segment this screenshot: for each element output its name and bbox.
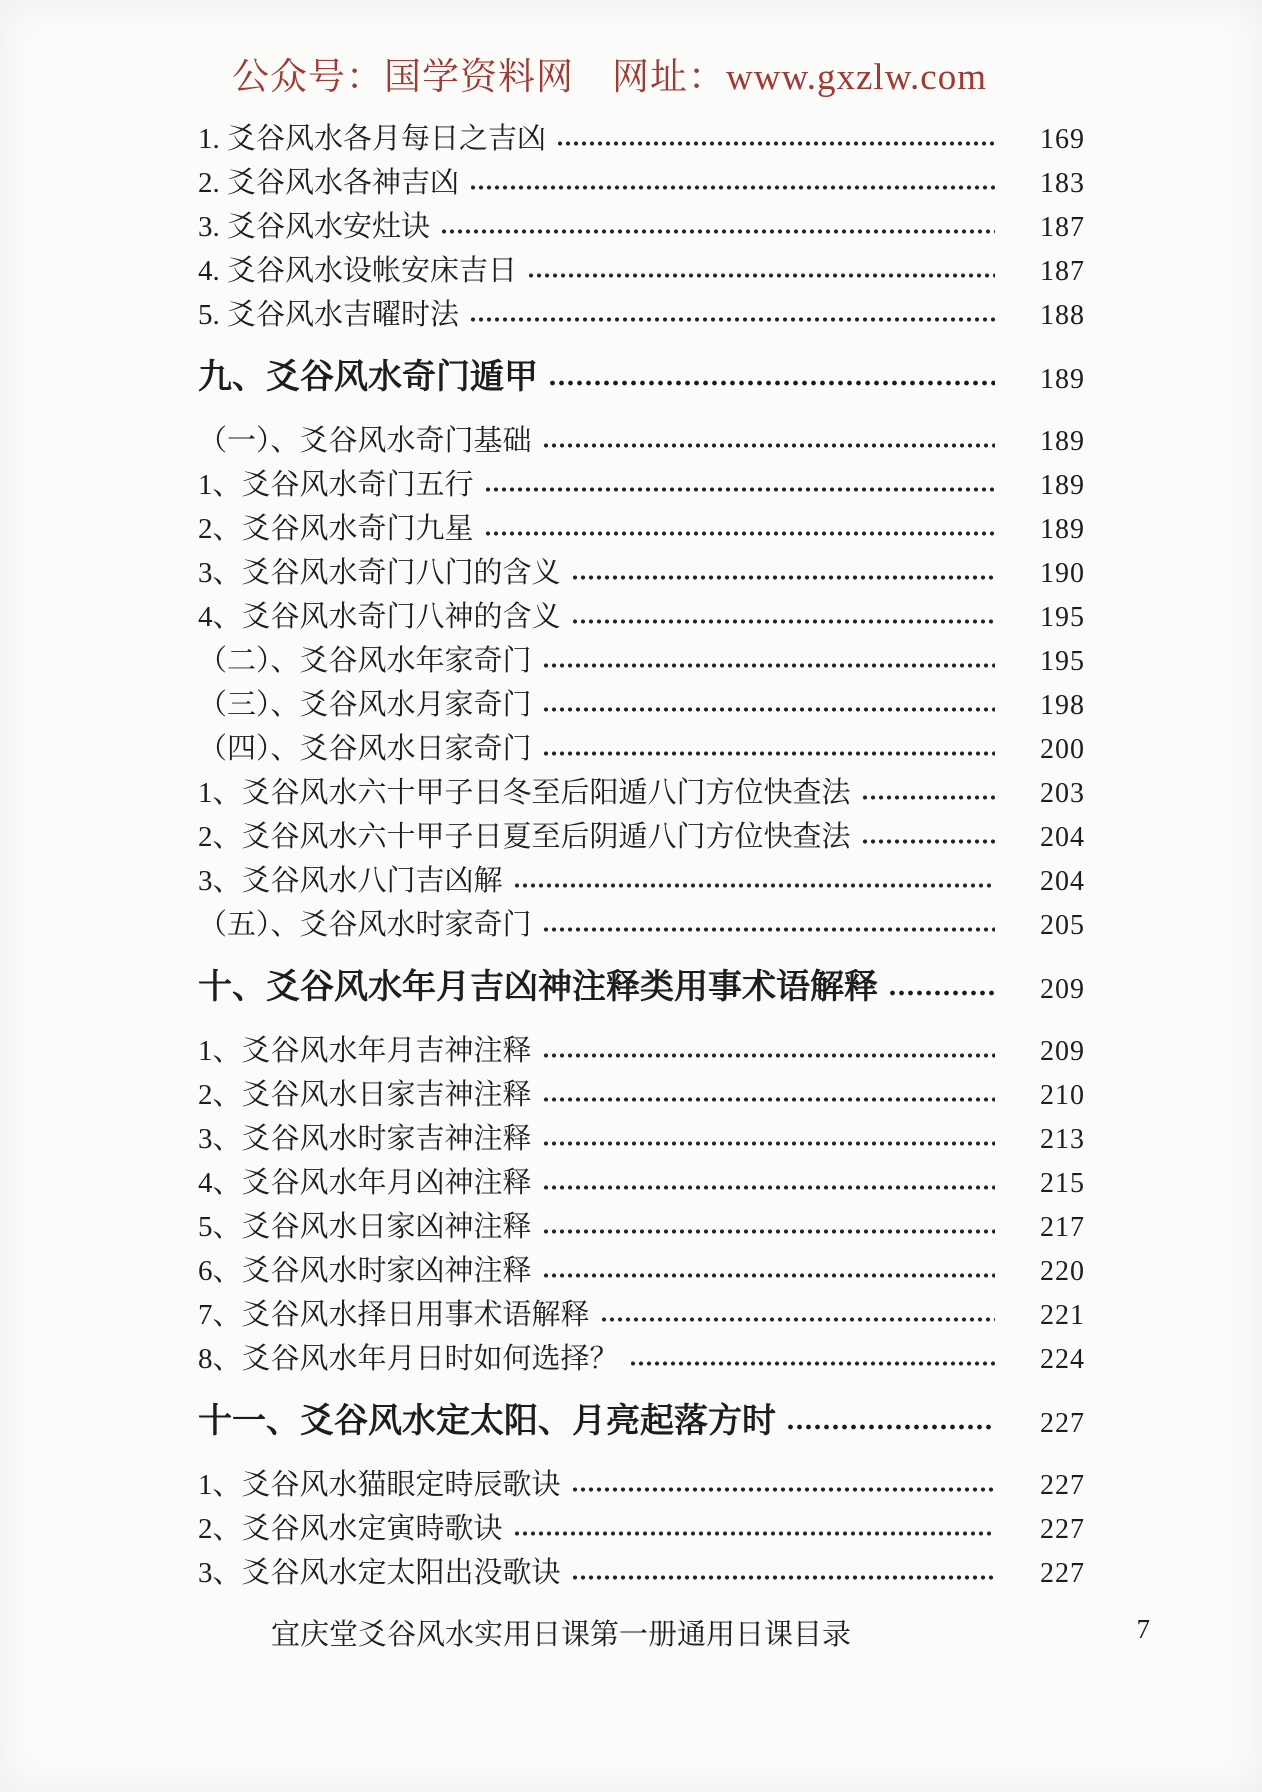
toc-row <box>198 727 1085 771</box>
toc-entry-title: 2、爻谷风水定寅時歌诀 <box>198 1513 503 1545</box>
toc-page-number: 190 <box>1040 558 1085 589</box>
toc-entry-title: 十一、爻谷风水定太阳、月亮起落方时 <box>198 1403 776 1440</box>
dot-leader <box>527 271 995 280</box>
toc-page-number: 189 <box>1040 364 1085 395</box>
toc-row <box>198 1507 1085 1551</box>
dot-leader <box>542 661 995 670</box>
dot-leader <box>484 485 995 494</box>
toc-entry-title: 3、爻谷风水奇门八门的含义 <box>198 557 561 589</box>
toc-page-number: 200 <box>1040 734 1085 765</box>
dot-leader <box>542 1095 995 1104</box>
dot-leader <box>513 881 995 890</box>
toc-page-number: 224 <box>1040 1344 1085 1375</box>
toc-row <box>198 1463 1085 1507</box>
toc-page-number: 215 <box>1040 1168 1085 1199</box>
toc-entry-title: 3、爻谷风水时家吉神注释 <box>198 1123 532 1155</box>
toc-page-number: 195 <box>1040 602 1085 633</box>
toc-entry-title: 2、爻谷风水奇门九星 <box>198 513 474 545</box>
toc-page-number: 183 <box>1040 168 1085 199</box>
toc-row <box>198 419 1085 463</box>
toc-entry-title: 8、爻谷风水年月日时如何选择？ <box>198 1343 619 1375</box>
toc-page-number: 195 <box>1040 646 1085 677</box>
toc-entry-title: 1、爻谷风水六十甲子日冬至后阳遁八门方位快查法 <box>198 777 851 809</box>
dot-leader <box>861 793 995 802</box>
toc-row <box>198 1161 1085 1205</box>
toc-page-number: 198 <box>1040 690 1085 721</box>
toc-entry-title: （一）、爻谷风水奇门基础 <box>198 425 532 457</box>
page-footer <box>0 1615 1262 1655</box>
dot-leader <box>542 1227 995 1236</box>
toc-entry-title: 1、爻谷风水年月吉神注释 <box>198 1035 532 1067</box>
toc-page-number: 213 <box>1040 1124 1085 1155</box>
toc-page-number: 189 <box>1040 470 1085 501</box>
toc-row <box>198 161 1085 205</box>
toc-entry-title: （四）、爻谷风水日家奇门 <box>198 733 532 765</box>
dot-leader <box>571 617 995 626</box>
dot-leader <box>556 139 995 148</box>
toc-page-number: 169 <box>1040 124 1085 155</box>
dot-leader <box>861 837 995 846</box>
toc-page-number: 227 <box>1040 1408 1085 1439</box>
toc-entry-title: 3. 爻谷风水安灶诀 <box>198 211 431 243</box>
toc-page-number: 210 <box>1040 1080 1085 1111</box>
toc-page-number: 220 <box>1040 1256 1085 1287</box>
toc-entry-title: 7、爻谷风水择日用事术语解释 <box>198 1299 590 1331</box>
toc-entry-title: 5、爻谷风水日家凶神注释 <box>198 1211 532 1243</box>
toc-page-number: 217 <box>1040 1212 1085 1243</box>
toc-row <box>198 293 1085 337</box>
toc-entry-title: 2、爻谷风水日家吉神注释 <box>198 1079 532 1111</box>
dot-leader <box>440 227 995 236</box>
toc-entry-title: 3、爻谷风水定太阳出没歌诀 <box>198 1557 561 1589</box>
toc-page-number: 205 <box>1040 910 1085 941</box>
dot-leader <box>513 1529 995 1538</box>
dot-leader <box>542 1051 995 1060</box>
toc-entry-title: （三）、爻谷风水月家奇门 <box>198 689 532 721</box>
toc-row <box>198 463 1085 507</box>
dot-leader <box>542 925 995 934</box>
toc-page-number: 209 <box>1040 974 1085 1005</box>
dot-leader <box>600 1315 995 1324</box>
toc-row <box>198 1117 1085 1161</box>
page-header-watermark: 公众号：国学资料网 网址：www.gxzlw.com <box>232 57 987 98</box>
toc-row <box>198 117 1085 161</box>
toc-entry-title: （二）、爻谷风水年家奇门 <box>198 645 532 677</box>
toc-entry-title: 1、爻谷风水猫眼定時辰歌诀 <box>198 1469 561 1501</box>
toc-page-number: 227 <box>1040 1514 1085 1545</box>
toc-entry-title: 2、爻谷风水六十甲子日夏至后阴遁八门方位快查法 <box>198 821 851 853</box>
toc-entry-title: 4、爻谷风水年月凶神注释 <box>198 1167 532 1199</box>
dot-leader <box>571 1485 995 1494</box>
toc-entry-title: 1. 爻谷风水各月每日之吉凶 <box>198 123 547 155</box>
toc-entry-title: 3、爻谷风水八门吉凶解 <box>198 865 503 897</box>
footer-book-title: 宜庆堂爻谷风水实用日课第一册通用日课目录 <box>270 1619 851 1651</box>
toc-page-number: 204 <box>1040 866 1085 897</box>
toc-entry-title: 4、爻谷风水奇门八神的含义 <box>198 601 561 633</box>
toc-row <box>198 595 1085 639</box>
toc-row <box>198 815 1085 859</box>
dot-leader <box>888 988 995 998</box>
toc-entry-title: 4. 爻谷风水设帐安床吉日 <box>198 255 518 287</box>
toc-page-number: 204 <box>1040 822 1085 853</box>
toc-page-number: 189 <box>1040 514 1085 545</box>
toc-entry-title: 2. 爻谷风水各神吉凶 <box>198 167 460 199</box>
toc-entry-title: 6、爻谷风水时家凶神注释 <box>198 1255 532 1287</box>
dot-leader <box>571 1573 995 1582</box>
toc-row <box>198 1293 1085 1337</box>
toc-row <box>198 205 1085 249</box>
toc-row <box>198 507 1085 551</box>
toc-entry-title: 十、爻谷风水年月吉凶神注释类用事术语解释 <box>198 969 878 1006</box>
toc-section-heading <box>198 354 1085 402</box>
toc-page-number: 187 <box>1040 256 1085 287</box>
dot-leader <box>786 1422 995 1432</box>
toc-row <box>198 1029 1085 1073</box>
dot-leader <box>469 315 995 324</box>
toc-section-heading <box>198 1398 1085 1446</box>
toc-page-number: 227 <box>1040 1470 1085 1501</box>
dot-leader <box>629 1359 995 1368</box>
dot-leader <box>571 573 995 582</box>
toc-entry-title: 1、爻谷风水奇门五行 <box>198 469 474 501</box>
toc-row <box>198 639 1085 683</box>
dot-leader <box>542 1139 995 1148</box>
toc-section-heading <box>198 964 1085 1012</box>
toc-page-number: 203 <box>1040 778 1085 809</box>
dot-leader <box>484 529 995 538</box>
dot-leader <box>542 705 995 714</box>
toc-page-number: 189 <box>1040 426 1085 457</box>
dot-leader <box>542 749 995 758</box>
toc-row <box>198 551 1085 595</box>
toc-row <box>198 771 1085 815</box>
toc-row <box>198 1337 1085 1381</box>
toc-entry-title: 5. 爻谷风水吉曜时法 <box>198 299 460 331</box>
toc-row <box>198 903 1085 947</box>
toc-page-number: 221 <box>1040 1300 1085 1331</box>
dot-leader <box>548 378 995 388</box>
toc-row <box>198 1073 1085 1117</box>
toc-page-number: 187 <box>1040 212 1085 243</box>
toc-row <box>198 1249 1085 1293</box>
toc-row <box>198 859 1085 903</box>
toc-entry-title: （五）、爻谷风水时家奇门 <box>198 909 532 941</box>
toc-row <box>198 249 1085 293</box>
dot-leader <box>542 1271 995 1280</box>
table-of-contents <box>0 117 1262 1595</box>
toc-row <box>198 1551 1085 1595</box>
dot-leader <box>542 441 995 450</box>
toc-page-number: 209 <box>1040 1036 1085 1067</box>
dot-leader <box>469 183 995 192</box>
toc-row <box>198 683 1085 727</box>
dot-leader <box>542 1183 995 1192</box>
toc-entry-title: 九、爻谷风水奇门遁甲 <box>198 359 538 396</box>
page-number: 7 <box>1136 1614 1150 1644</box>
toc-page-number: 188 <box>1040 300 1085 331</box>
toc-page-number: 227 <box>1040 1558 1085 1589</box>
toc-row <box>198 1205 1085 1249</box>
